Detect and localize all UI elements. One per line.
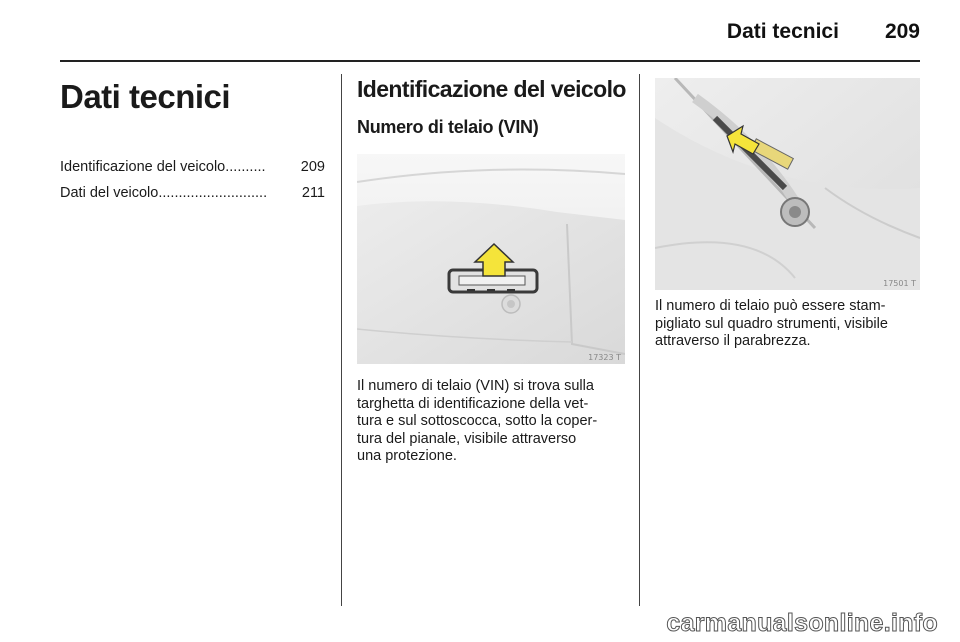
- dashboard-vin-illustration: [655, 78, 920, 290]
- text-line: tura e sul sottoscocca, sotto la coper-: [357, 413, 598, 429]
- header-title: Dati tecnici: [726, 20, 839, 43]
- text-line: attraverso il parabrezza.: [655, 333, 811, 349]
- chapter-column: [60, 74, 325, 206]
- page-header: [727, 14, 920, 50]
- watermark: carmanualsonline.info: [666, 609, 938, 637]
- text-line: Il numero di telaio (VIN) si trova sulla: [357, 378, 594, 394]
- text-line: targhetta di identificazione della vet-: [357, 395, 589, 412]
- table-of-contents: [60, 154, 325, 206]
- toc-item-identificazione[interactable]: [60, 154, 325, 180]
- dashboard-column: [655, 74, 920, 351]
- toc-label: Dati del veicolo: [60, 185, 159, 201]
- text-line: pigliato sul quadro strumenti, visibile: [655, 315, 888, 332]
- text-line: tura del pianale, visibile attraverso: [357, 430, 577, 447]
- dashboard-vin-paragraph: [655, 298, 920, 351]
- page-number: 209: [884, 20, 920, 43]
- toc-page: 211: [301, 185, 325, 201]
- vin-plate-illustration: [357, 154, 625, 364]
- text-line: Il numero di telaio può essere stam-: [655, 298, 886, 314]
- dashboard-vin-figure: [655, 78, 920, 290]
- toc-page: 209: [300, 159, 325, 175]
- figure-number: 17501 T: [883, 279, 916, 288]
- toc-dots: ..........: [225, 159, 266, 175]
- section-column: [357, 74, 625, 466]
- toc-dots: ...........................: [158, 185, 268, 201]
- section-title: Identificazione del veicolo: [357, 76, 626, 102]
- subsection-title: Numero di telaio (VIN): [357, 117, 539, 137]
- text-line: una protezione.: [357, 448, 457, 464]
- column-divider-1: [341, 74, 342, 606]
- figure-number: 17323 T: [588, 353, 621, 362]
- column-divider-2: [639, 74, 640, 606]
- vin-location-paragraph: [357, 378, 625, 466]
- toc-label: Identificazione del veicolo: [60, 159, 226, 175]
- header-rule: [60, 60, 920, 62]
- toc-item-dati-veicolo[interactable]: [60, 180, 325, 206]
- vin-plate-figure: [357, 154, 625, 364]
- chapter-title: Dati tecnici: [60, 78, 231, 115]
